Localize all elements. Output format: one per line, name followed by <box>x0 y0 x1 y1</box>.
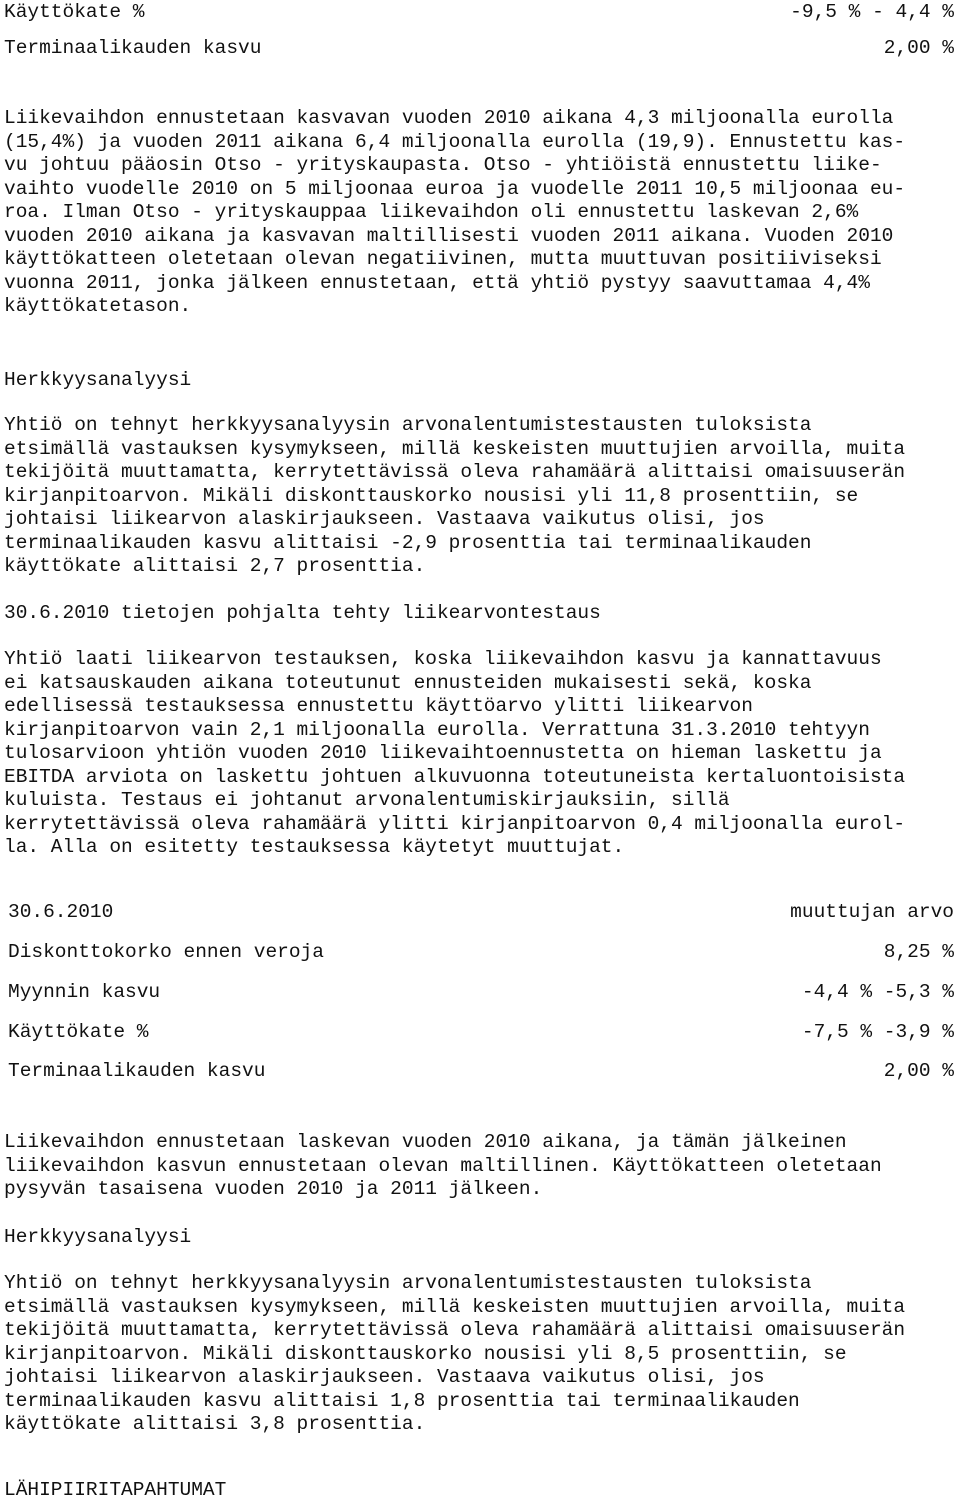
table-header <box>8 900 954 924</box>
table-row <box>8 980 954 1004</box>
text-line: roa. Ilman Otso - yrityskauppaa liikevaihdon oli ennustettu laskevan 2,6% <box>4 201 859 223</box>
row-value: -9,5 % - 4,4 % <box>790 1 954 23</box>
paragraph-sensitivity-1 <box>4 414 960 579</box>
section-heading-sensitivity-2: Herkkyysanalyysi <box>4 1226 192 1248</box>
text-line: Yhtiö on tehnyt herkkyysanalyysin arvonalentumistestausten tuloksista <box>4 414 812 436</box>
text-line: kerrytettävissä oleva rahamäärä ylitti kirjanpitoarvon 0,4 miljoonalla eurol- <box>4 812 906 835</box>
text-line: kirjanpitoarvon vain 2,1 miljoonalla eurolla. Verrattuna 31.3.2010 tehtyyn <box>4 718 870 741</box>
text-line: liikevaihdon kasvun ennustetaan olevan maltillinen. Käyttökatteen oletetaan <box>4 1154 882 1177</box>
text-line: Liikevaihdon ennustetaan laskevan vuoden 2010 aikana, ja tämän jälkeinen <box>4 1131 847 1153</box>
text-line: vuonna 2011, jonka jälkeen ennustetaan, että yhtiö pystyy saavuttamaa 4,4% <box>4 271 870 294</box>
text-line: terminaalikauden kasvu alittaisi 1,8 prosenttia tai terminaalikauden <box>4 1389 800 1412</box>
row-label: Terminaalikauden kasvu <box>8 1060 266 1082</box>
text-line: kuluista. Testaus ei johtanut arvonalentumiskirjauksiin, sillä <box>4 789 730 811</box>
header-value: muuttujan arvo <box>790 901 954 923</box>
row-value: 2,00 % <box>883 37 954 59</box>
section-heading-sensitivity: Herkkyysanalyysi <box>4 369 192 391</box>
text-line: tulosarvioon yhtiön vuoden 2010 liikevaihtoennustetta on hieman laskettu ja <box>4 742 882 764</box>
text-line: Liikevaihdon ennustetaan kasvavan vuoden 2010 aikana 4,3 miljoonalla eurolla <box>4 107 894 129</box>
row-label: Diskonttokorko ennen veroja <box>8 941 324 963</box>
text-line: käyttökate alittaisi 2,7 prosenttia. <box>4 555 426 577</box>
text-line: Yhtiö on tehnyt herkkyysanalyysin arvonalentumistestausten tuloksista <box>4 1272 812 1294</box>
paragraph-revenue-outlook <box>4 1131 960 1202</box>
row-value: 8,25 % <box>883 941 954 963</box>
row-value: 2,00 % <box>883 1060 954 1082</box>
section-heading-related-party: LÄHIPIIRITAPAHTUMAT <box>4 1479 227 1501</box>
paragraph-sensitivity-2 <box>4 1272 960 1437</box>
text-line: kirjanpitoarvon. Mikäli diskonttauskorko nousisi yli 8,5 prosenttiin, se <box>4 1342 847 1365</box>
text-line: EBITDA arviota on laskettu johtuen alkuvuonna toteutuneista kertaluontoisista <box>4 765 906 788</box>
text-line: johtaisi liikearvon alaskirjaukseen. Vastaava vaikutus olisi, jos <box>4 1366 765 1388</box>
table-row <box>4 0 954 24</box>
table-row <box>8 1020 954 1044</box>
row-label: Myynnin kasvu <box>8 981 161 1003</box>
text-line: etsimällä vastauksen kysymykseen, millä keskeisten muuttujien arvoilla, muita <box>4 437 906 460</box>
table-row <box>8 940 954 964</box>
text-line: vu johtuu pääosin Otso - yrityskaupasta. Otso - yhtiöistä ennustettu liike- <box>4 154 882 176</box>
paragraph-revenue-forecast <box>4 107 960 319</box>
text-line: edellisessä testauksessa ennustettu käyttöarvo ylitti liikearvon <box>4 695 753 717</box>
text-line: la. Alla on esitetty testauksessa käytetyt muuttujat. <box>4 836 625 858</box>
text-line: vaihto vuodelle 2010 on 5 miljoonaa euroa ja vuodelle 2011 10,5 miljoonaa eu- <box>4 177 906 200</box>
text-line: Yhtiö laati liikearvon testauksen, koska liikevaihdon kasvu ja kannattavuus <box>4 648 882 670</box>
row-value: -4,4 % -5,3 % <box>801 981 954 1003</box>
section-heading-goodwill-test: 30.6.2010 tietojen pohjalta tehty liikearvontestaus <box>4 602 601 624</box>
text-line: käyttökate alittaisi 3,8 prosenttia. <box>4 1413 426 1435</box>
text-line: kirjanpitoarvon. Mikäli diskonttauskorko nousisi yli 11,8 prosenttiin, se <box>4 484 859 507</box>
row-label: Käyttökate % <box>4 1 145 23</box>
text-line: käyttökatteen oletetaan olevan negatiivinen, mutta muuttuvan positiiviseksi <box>4 248 882 270</box>
text-line: (15,4%) ja vuoden 2011 aikana 6,4 miljoonalla eurolla (19,9). Ennustettu kas- <box>4 130 906 153</box>
text-line: tekijöitä muuttamatta, kerrytettävissä oleva rahamäärä alittaisi omaisuuserän <box>4 1319 906 1341</box>
text-line: johtaisi liikearvon alaskirjaukseen. Vastaava vaikutus olisi, jos <box>4 508 765 530</box>
text-line: ei katsauskauden aikana toteutunut ennusteiden mukaisesti sekä, koska <box>4 671 812 694</box>
text-line: vuoden 2010 aikana ja kasvavan maltillisesti vuoden 2011 aikana. Vuoden 2010 <box>4 224 894 247</box>
paragraph-goodwill-test <box>4 648 960 860</box>
header-date: 30.6.2010 <box>8 901 114 923</box>
text-line: käyttökatetason. <box>4 295 192 317</box>
text-line: tekijöitä muuttamatta, kerrytettävissä oleva rahamäärä alittaisi omaisuuserän <box>4 461 906 483</box>
row-label: Terminaalikauden kasvu <box>4 37 262 59</box>
text-line: pysyvän tasaisena vuoden 2010 ja 2011 jälkeen. <box>4 1178 543 1200</box>
table-row <box>4 36 954 60</box>
table-row <box>8 1059 954 1083</box>
text-line: etsimällä vastauksen kysymykseen, millä keskeisten muuttujien arvoilla, muita <box>4 1295 906 1318</box>
row-label: Käyttökate % <box>8 1021 149 1043</box>
row-value: -7,5 % -3,9 % <box>801 1021 954 1043</box>
text-line: terminaalikauden kasvu alittaisi -2,9 prosenttia tai terminaalikauden <box>4 531 812 554</box>
